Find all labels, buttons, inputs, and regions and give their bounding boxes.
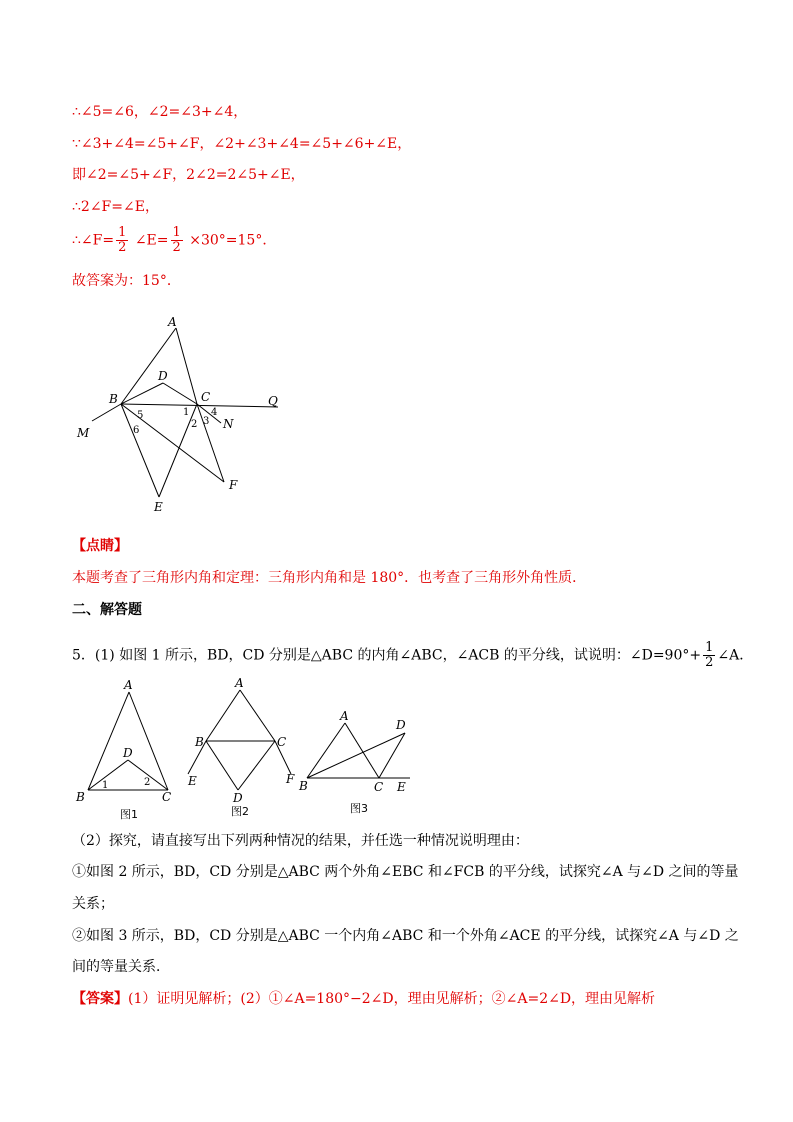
angle-label-1: 1 — [183, 407, 190, 418]
fig3-label-D: D — [396, 718, 406, 732]
solution-line-5-part-c: ×30°=15°． — [189, 232, 277, 249]
fig3-segment-BD — [307, 733, 405, 778]
q5-case1-line2: 关系； — [72, 896, 114, 912]
fig3-segment-AC — [345, 723, 379, 778]
fraction-denominator: 2 — [172, 240, 181, 255]
dianjing-text: 本题考查了三角形内角和定理：三角形内角和是 180°．也考查了三角形外角性质． — [72, 570, 587, 586]
fig2-segment-BD — [206, 741, 238, 790]
q5-part1-text: 5．(1) 如图 1 所示，BD，CD 分别是△ABC 的内角∠ABC，∠ACB 的平分线，试说明：∠D=90°+ — [72, 647, 702, 664]
fraction-denominator: 2 — [118, 240, 127, 255]
fig3-label-A: A — [340, 709, 349, 723]
fig2-segment-AC — [240, 690, 275, 741]
segment-CE — [159, 404, 197, 497]
fig3-caption: 图3 — [350, 802, 368, 815]
label-Q: Q — [268, 394, 278, 408]
label-M: M — [77, 426, 90, 440]
angle-label-4: 4 — [211, 407, 218, 418]
fig2-label-C: C — [277, 735, 287, 749]
fig3-segment-CD — [379, 733, 405, 778]
fraction-numerator: 1 — [172, 225, 181, 240]
figure-2 — [183, 674, 303, 822]
fig2-caption: 图2 — [231, 805, 249, 818]
segment-AB — [121, 328, 176, 404]
fig2-label-B: B — [195, 735, 204, 749]
main-geometry-figure — [70, 310, 300, 520]
solution-line-1: ∴∠5=∠6，∠2=∠3+∠4， — [72, 104, 248, 120]
fig1-angle-2: 2 — [144, 777, 151, 788]
solution-line-4: ∴2∠F=∠E， — [72, 199, 159, 215]
ray-BM — [92, 404, 121, 421]
fig1-angle-1: 1 — [102, 780, 109, 791]
q5-case1-line1: ①如图 2 所示，BD，CD 分别是△ABC 两个外角∠EBC 和∠FCB 的平分线，试探究∠A 与∠D 之间的等量 — [72, 864, 739, 880]
label-F: F — [229, 478, 238, 492]
fig3-label-C: C — [374, 780, 384, 794]
dianjing-title: 【点睛】 — [72, 538, 128, 554]
label-C: C — [201, 390, 211, 404]
fig2-segment-CD — [238, 741, 275, 790]
figure-3 — [293, 706, 418, 818]
fig2-label-F: F — [286, 772, 295, 786]
fig1-label-D: D — [123, 746, 133, 760]
fig3-label-B: B — [299, 779, 308, 793]
fig2-label-A: A — [235, 676, 244, 690]
answer-tag: 【答案】 — [72, 991, 128, 1007]
q5-case2-line1: ②如图 3 所示，BD，CD 分别是△ABC 一个内角∠ABC 和一个外角∠ACE 的平分线，试探究∠A 与∠D 之 — [72, 928, 739, 944]
q5-case2-line2: 间的等量关系． — [72, 959, 170, 975]
fig2-label-D: D — [233, 791, 243, 805]
fraction-numerator: 1 — [705, 640, 714, 655]
angle-label-3: 3 — [203, 416, 210, 427]
q5-part1 — [72, 641, 753, 670]
angle-label-5: 5 — [137, 410, 144, 421]
solution-line-5-part-a: ∴∠F= — [72, 232, 115, 249]
label-D: D — [158, 369, 168, 383]
fraction-numerator: 1 — [118, 225, 127, 240]
fraction-half-1 — [116, 226, 128, 255]
fraction-denominator: 2 — [705, 655, 714, 670]
q5-answer — [72, 990, 655, 1008]
fig2-segment-AB — [206, 690, 240, 741]
angle-label-2: 2 — [191, 419, 198, 430]
figure-1 — [72, 676, 182, 821]
label-N: N — [223, 417, 234, 431]
angle-label-6: 6 — [133, 425, 140, 436]
fig1-label-B: B — [76, 790, 85, 804]
fig3-label-E: E — [397, 780, 406, 794]
label-A: A — [168, 315, 177, 329]
answer-text: (1）证明见解析；(2）①∠A=180°−2∠D，理由见解析；②∠A=2∠D，理由见解析 — [128, 991, 656, 1007]
solution-line-5-part-b: ∠E= — [134, 232, 169, 249]
solution-line-3: 即∠2=∠5+∠F，2∠2=2∠5+∠E， — [72, 167, 305, 183]
solution-line-6: 故答案为：15°． — [72, 273, 181, 289]
label-E: E — [154, 500, 163, 514]
q5-part1-tail: ∠A． — [717, 647, 754, 664]
section-title: 二、解答题 — [72, 602, 142, 618]
fraction-half-2 — [171, 226, 183, 255]
segment-BD — [121, 383, 163, 404]
fraction-half-q5 — [703, 641, 715, 670]
fig1-label-C: C — [162, 790, 172, 804]
fig1-label-A: A — [124, 678, 133, 692]
fig1-caption: 图1 — [120, 808, 138, 821]
fig2-label-E: E — [188, 774, 197, 788]
solution-line-2: ∵∠3+∠4=∠5+∠F，∠2+∠3+∠4=∠5+∠6+∠E， — [72, 136, 412, 152]
label-B: B — [109, 392, 118, 406]
q5-part2: （2）探究，请直接写出下列两种情况的结果，并任选一种情况说明理由： — [72, 833, 529, 849]
solution-line-5 — [72, 226, 276, 255]
fig1-segment-AB — [88, 692, 129, 790]
